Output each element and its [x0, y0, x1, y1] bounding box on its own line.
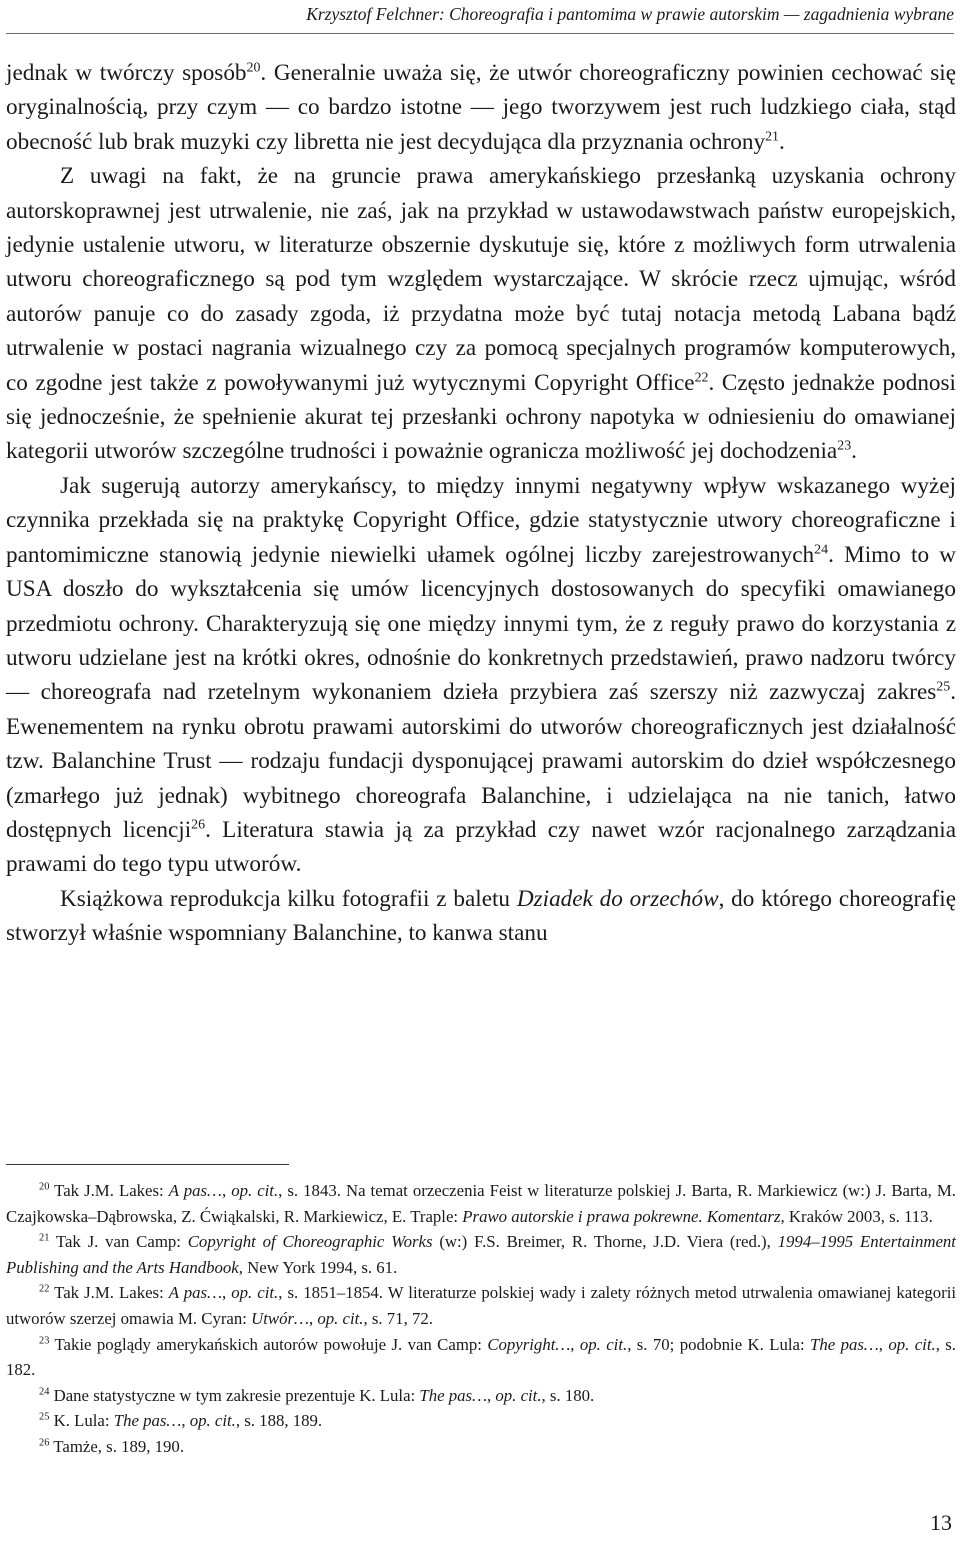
- text: , Kraków 2003, s. 113.: [780, 1206, 933, 1226]
- footnote-number: 23: [39, 1334, 50, 1346]
- footnote-21: [6, 1229, 956, 1280]
- footnote-number: 24: [39, 1386, 50, 1398]
- text: ,: [181, 1411, 190, 1431]
- footnote-ref-21[interactable]: 21: [765, 129, 779, 145]
- text: op. cit.: [189, 1411, 236, 1431]
- footnotes: [6, 1178, 956, 1460]
- text: jednak w twórczy sposób: [6, 60, 247, 86]
- text: op. cit.: [579, 1334, 628, 1354]
- footnote-25: [6, 1408, 956, 1434]
- footnote-number: 22: [39, 1283, 50, 1295]
- text: , New York 1994, s. 61.: [238, 1257, 398, 1277]
- text: Tak J.M. Lakes:: [49, 1283, 169, 1303]
- text: . Generalnie uważa się, że utwór choreograficzny powinien cechować się oryginalnością, przy czym — co bardzo istotne — jego tworzywem jest ruch ludzkiego ciała, stąd obecność lub brak muzyki czy libretta nie jest decydująca dla przyznania ochrony: [6, 60, 957, 155]
- footnote-number: 25: [39, 1411, 50, 1423]
- text: A pas…: [168, 1181, 222, 1200]
- text: The pas…: [419, 1385, 487, 1405]
- text: . Mimo to w USA doszło do wykształcenia się umów licencyjnych dostosowanych do specyfiki omawianego przedmiotu ochrony. Charakteryzują się one między innymi tym, że z reguły prawo do korzystania z utworu udzielane jest na krótki okres, odnośnie do konkretnych przedstawień, prawo nadzoru twórcy — choreografa nad rzetelnym wykonaniem dzieła przybiera zaś szerszy niż zazwyczaj zakres: [6, 541, 957, 706]
- text: op. cit.: [231, 1181, 279, 1200]
- paragraph-2: [6, 159, 956, 469]
- text: .: [851, 438, 857, 465]
- footnote-22: [6, 1280, 956, 1331]
- text: Copyright…: [487, 1334, 571, 1354]
- text: K. Lula:: [49, 1411, 114, 1431]
- text: , s. 71, 72.: [363, 1308, 433, 1328]
- text: , s. 188, 189.: [235, 1411, 323, 1431]
- text: . Często jednakże podnosi się jednocześnie, że spełnienie akurat tej przesłanki ochrony napotyka w odniesieniu do omawianej kategorii utworów szczególne trudności i poważnie ogranicza możliwość jej dochodzenia: [6, 369, 956, 465]
- footnote-number: 21: [39, 1232, 50, 1244]
- text: Copyright of Choreographic Works: [187, 1232, 433, 1252]
- text: Utwór…: [251, 1308, 309, 1328]
- text: ,: [308, 1308, 318, 1328]
- text: op. cit.: [495, 1385, 542, 1405]
- footnote-number: 20: [39, 1181, 50, 1193]
- text: A pas…: [168, 1283, 223, 1303]
- text: 1994–1995 Entertainment Publishing and the Arts Handbook: [6, 1232, 956, 1277]
- text: . Ewenementem na rynku obrotu prawami autorskimi do utworów choreograficznych jest działalność tzw. Balanchine Trust — rodzaju fundacji dysponującej prawami autorskim do dzieł współczesnego (zmarłego już jednak) wybitnego choreografa Balanchine, i udzielająca na nie tanich, łatwo dostępnych licencji: [6, 679, 956, 843]
- footnote-ref-25[interactable]: 25: [936, 679, 951, 695]
- text: op. cit.: [317, 1308, 364, 1328]
- footnote-ref-26[interactable]: 26: [191, 817, 206, 833]
- text: Prawo autorskie i prawa pokrewne. Komentarz: [462, 1206, 781, 1226]
- text: The pas…: [113, 1411, 182, 1431]
- footnote-ref-20[interactable]: 20: [246, 60, 261, 76]
- footnote-number: 26: [39, 1437, 50, 1449]
- text: ,: [570, 1334, 580, 1354]
- text: , s. 70; podobnie K. Lula:: [627, 1334, 811, 1354]
- body-text: [6, 56, 956, 951]
- footnote-divider: [6, 1164, 289, 1165]
- text: op. cit.: [231, 1283, 279, 1303]
- text: ,: [221, 1181, 232, 1200]
- text: Dane statystyczne w tym zakresie prezentuje K. Lula:: [49, 1385, 420, 1405]
- work-title: Dziadek do orzechów: [516, 885, 719, 912]
- paragraph-4: [6, 882, 956, 951]
- footnote-ref-23[interactable]: 23: [837, 438, 852, 454]
- footnote-23: [6, 1332, 956, 1383]
- text: Tak J. van Camp:: [49, 1232, 188, 1252]
- text: , s. 182.: [6, 1334, 957, 1380]
- text: , s. 180.: [541, 1385, 595, 1405]
- text: , s. 1843. Na temat orzeczenia Feist w literaturze polskiej J. Barta, R. Markiewicz (w:) J. Barta, M. Czajkowska–Dąbrowska, Z. Ćwiąkalski, R. Markiewicz, E. Traple:: [6, 1181, 957, 1226]
- paragraph-3: [6, 469, 956, 882]
- text: Książkowa reprodukcja kilku fotografii z baletu: [60, 885, 517, 912]
- text: Takie poglądy amerykańskich autorów powołuje J. van Camp:: [49, 1334, 488, 1354]
- text: Tak J.M. Lakes:: [49, 1181, 169, 1200]
- text: ,: [487, 1385, 496, 1405]
- text: The pas…: [810, 1334, 879, 1354]
- running-head: Krzysztof Felchner: Choreografia i pantomima w prawie autorskim — zagadnienia wybrane: [6, 4, 954, 34]
- text: Tamże, s. 189, 190.: [49, 1436, 185, 1456]
- text: , do którego choreografię stworzył właśnie wspomniany Balanchine, to kanwa stanu: [6, 885, 956, 947]
- text: ,: [878, 1334, 889, 1354]
- footnote-26: [6, 1434, 956, 1460]
- page-number: 13: [930, 1510, 952, 1535]
- text: (w:) F.S. Breimer, R. Thorne, J.D. Viera (red.),: [432, 1232, 778, 1252]
- footnote-20: [6, 1178, 956, 1229]
- text: .: [779, 128, 785, 155]
- footnote-24: [6, 1383, 956, 1409]
- text: . Literatura stawia ją za przykład czy nawet wzór racjonalnego zarządzania prawami do tego typu utworów.: [6, 816, 956, 878]
- footnote-ref-24[interactable]: 24: [814, 541, 829, 557]
- text: ,: [222, 1283, 232, 1303]
- text: Z uwagi na fakt, że na gruncie prawa amerykańskiego przesłanką uzyskania ochrony autorskoprawnej jest utrwalenie, nie zaś, jak na przykład w ustawodawstwach państw europejskich, jedynie ustalenie utworu, w literaturze obszernie dyskutuje się, które z możliwych form utrwalenia utworu choreograficznego są pod tym względem wystarczające. W skrócie rzecz ujmując, wśród autorów panuje co do zasady zgoda, iż przydatna może być tutaj notacja metodą Labana bądź utrwalenie w postaci nagrania wizualnego czy za pomocą specjalnych programów komputerowych, co zgodne jest także z powoływanymi już wytycznymi Copyright Office: [6, 163, 956, 396]
- text: Jak sugerują autorzy amerykańscy, to między innymi negatywny wpływ wskazanego wyżej czynnika przekłada się na praktykę Copyright Office, gdzie statystycznie utwory choreograficzne i pantomimiczne stanowią jedynie niewielki ułamek ogólnej liczby zarejestrowanych: [6, 472, 956, 568]
- paragraph-1: [6, 56, 956, 159]
- text: op. cit.: [888, 1334, 936, 1354]
- text: , s. 1851–1854. W literaturze polskiej wady i zalety różnych metod utrwalenia omawianej kategorii utworów szerzej omawia M. Cyran:: [6, 1283, 957, 1328]
- footnote-ref-22[interactable]: 22: [694, 369, 709, 385]
